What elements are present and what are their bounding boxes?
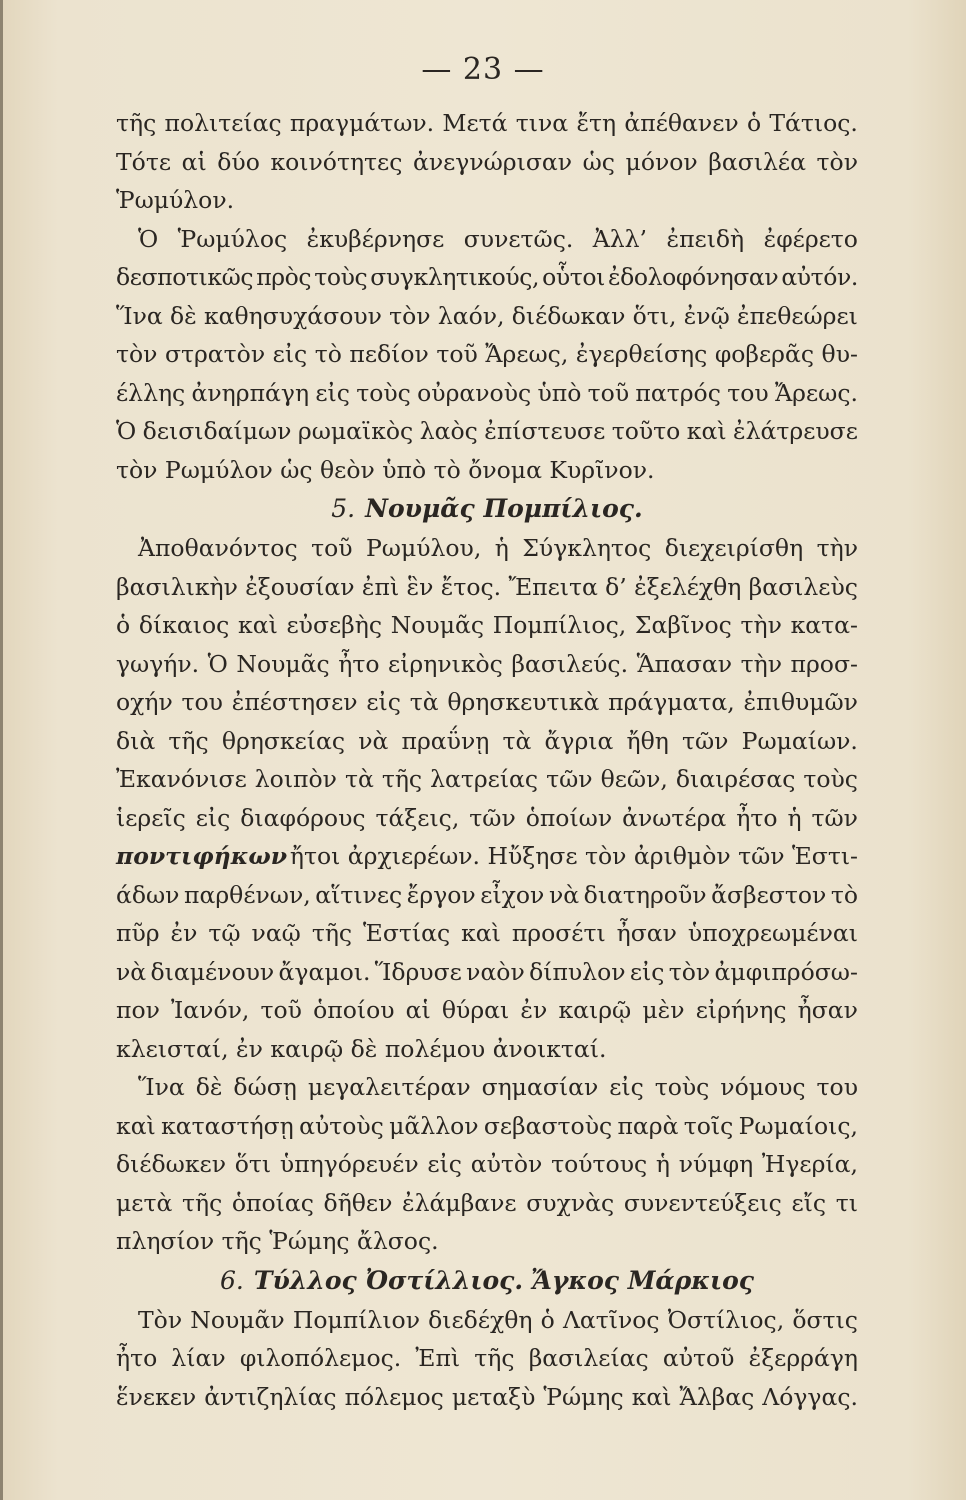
word: ἐλάμβανε [402, 1188, 517, 1217]
word: Ἐπὶ [415, 1344, 461, 1372]
word: ἔργον [406, 880, 476, 909]
word: μόνον [625, 147, 698, 176]
word: λατρείας [430, 765, 539, 793]
word: ὑπὸ [537, 378, 582, 407]
word: σεβαστοὺς [483, 1111, 613, 1140]
word: προσέτι [511, 919, 606, 947]
word: αἱ [405, 996, 431, 1024]
text-line [116, 1378, 858, 1417]
word: θυ- [821, 340, 858, 368]
word: εἰς [315, 378, 350, 407]
word: λοιπὸν [254, 765, 337, 793]
word: ἦσαν [797, 996, 858, 1024]
word: πράγματα, [608, 688, 735, 716]
word: Ρωμύλου, [365, 534, 482, 562]
word: ἓν [406, 572, 434, 601]
word: ἀνωτέρα [622, 803, 727, 832]
word: Λόγγας. [762, 1382, 858, 1411]
word: τῶν [546, 765, 593, 793]
word: άδων [116, 880, 180, 909]
text-line [116, 258, 858, 297]
word: διὰ [116, 726, 156, 755]
word: καθησυχάσουν [203, 301, 382, 330]
word: Πομπίλιος, [492, 611, 627, 639]
text-line [116, 412, 858, 451]
word: μετὰ [116, 1188, 173, 1217]
word: καὶ [631, 1382, 672, 1411]
word: συνεντεύξεις [623, 1188, 782, 1217]
word: διαμένουν [150, 957, 275, 986]
word: τῆς [168, 726, 209, 755]
word: βασιλικὴν [116, 572, 238, 601]
word: φιλοπόλεμος. [239, 1344, 402, 1372]
word: αὐτοὺς [299, 1111, 384, 1140]
word: τοῦ [436, 340, 478, 368]
word: ἐξουσίαν [245, 572, 355, 601]
word: ὁ [116, 611, 131, 639]
word: τι [835, 1188, 858, 1217]
word: πραγμάτων. [289, 109, 435, 137]
word: Ἀποθανόντος [138, 534, 298, 562]
word: τὴν [740, 649, 782, 678]
word: ἀπέθανεν [624, 109, 739, 137]
word: λαόν, [437, 301, 505, 330]
text-line [116, 1184, 858, 1223]
word: ἐν [520, 996, 548, 1024]
word: τὸ [830, 880, 858, 909]
text-line-rest: ἤτοι ἀρχιερέων. Ηὔξησε τὸν ἀριθμὸν τῶν Ἑστι- [289, 842, 858, 870]
text-line [116, 220, 858, 259]
word: Τότε [116, 147, 171, 176]
word: πόλεμος [344, 1382, 444, 1411]
word: νὰ [548, 880, 580, 909]
word: οὗτοι [542, 263, 605, 291]
text-line [116, 568, 858, 607]
word: δ’ [605, 572, 627, 601]
text-line [116, 1068, 858, 1107]
word: φοβερᾶς [714, 340, 815, 368]
word: ἀνηρπάγη [191, 378, 310, 407]
emphasized-term: ποντιφήκων [116, 842, 288, 870]
word: δῆθεν [323, 1188, 393, 1217]
word: προσ- [790, 649, 858, 678]
section-title: Νουμᾶς Πομπίλιος. [365, 494, 643, 523]
word: Νουμᾶς [390, 611, 485, 639]
word: τῶν [682, 726, 729, 755]
section-title-second: Ἄγκος Μάρκιος [531, 1265, 754, 1295]
word: τῆς [474, 1344, 515, 1372]
word: νὰ [358, 726, 389, 755]
word: ἐπὶ [361, 572, 400, 601]
word: Ἵδρυσε [374, 957, 462, 986]
word: καὶ [461, 919, 501, 947]
word: τὴν [816, 534, 858, 562]
word: ὑπηγόρευέν [279, 1150, 419, 1178]
text-line [116, 374, 858, 413]
word: τοὺς [356, 378, 411, 407]
word: κοινότητες [270, 147, 403, 176]
word: δὲ [169, 301, 197, 330]
word: παρὰ [617, 1111, 679, 1140]
word: δύο [217, 147, 260, 176]
word: ἐνῷ [683, 301, 730, 330]
word: Ρωμαίων. [741, 726, 858, 755]
word: ἐπιθυμῶν [743, 688, 858, 716]
word: τάξεις, [375, 803, 460, 832]
word: πραΰνῃ [401, 726, 490, 755]
word: εἰρηνικὸς [388, 649, 503, 678]
text-line [116, 645, 858, 684]
word: ἦτο [338, 649, 380, 678]
word: ὅστις [792, 1305, 858, 1334]
word: δεσποτικῶς [116, 263, 254, 291]
word: ἐν [170, 919, 198, 947]
word: δώσῃ [233, 1073, 297, 1101]
text-line [116, 143, 858, 182]
word: Ἐκανόνισε [116, 765, 247, 793]
word: Ἄρεως, [485, 340, 569, 368]
word: μεταξὺ [451, 1382, 536, 1411]
word: τοῦ [587, 378, 630, 407]
word: λαὸς [419, 417, 478, 445]
word: τῶν [469, 803, 516, 832]
word: μᾶλλον [389, 1111, 479, 1140]
word: ναὸν [466, 957, 525, 986]
word: μεγαλειτέραν [307, 1073, 471, 1101]
word: Ἑστίας [363, 919, 451, 947]
word: εἰρήνης [695, 996, 787, 1024]
word: Πομπίλιον [292, 1305, 420, 1334]
word: μὲν [642, 996, 685, 1024]
word: ὅτι, [632, 301, 677, 330]
word: Νουμᾶν [190, 1305, 285, 1334]
word: καὶ [116, 1111, 156, 1140]
word: ἐπεθεώρει [736, 301, 858, 330]
word: ἐφέρετο [763, 224, 858, 253]
word: πῦρ [116, 919, 160, 947]
text-line [116, 335, 858, 374]
word: τοῦ [311, 534, 353, 562]
word: διεδέχθη [428, 1305, 533, 1334]
word: Ἰανόν, [171, 996, 250, 1024]
word: του [816, 1073, 858, 1101]
word: πρὸς [256, 263, 312, 291]
word: Λατῖνος [562, 1305, 660, 1334]
word: θύραι [441, 996, 510, 1024]
word: εἰς [272, 340, 308, 368]
word: τῆς [116, 109, 157, 137]
word: τοῖς [683, 1111, 734, 1140]
word: πατρός [635, 378, 721, 407]
word: εἰς [629, 957, 665, 986]
word: ἀντιζηλίας [204, 1382, 337, 1411]
word: τοὺς [803, 765, 858, 793]
word: έλλης [116, 378, 186, 407]
word: σημασίαν [481, 1073, 599, 1101]
word: ἱερεῖς [116, 803, 186, 832]
word: νὰ [116, 957, 147, 986]
word: ὁποίου [313, 996, 395, 1024]
word: διαιρέσας [675, 765, 796, 793]
text-line [116, 953, 858, 992]
word: διατηροῦν [583, 880, 707, 909]
word: εἶχον [480, 880, 545, 909]
word: γωγήν. [116, 649, 200, 678]
word: ἐγερθείσης [575, 340, 708, 368]
section-heading-5 [116, 489, 858, 529]
word: Ἄρεως. [774, 378, 858, 407]
word: αὐτοῦ [662, 1344, 735, 1372]
word: τὴν [740, 611, 782, 639]
word: δεισιδαίμων [142, 417, 292, 445]
word: οχήν [116, 688, 173, 716]
text-line [116, 837, 858, 876]
word: οὐρανοὺς [417, 378, 532, 407]
word: παρθένων, [184, 880, 311, 909]
word: τοὺς [654, 1073, 710, 1101]
word: τὸν [668, 957, 711, 986]
word: βασιλείας [528, 1344, 649, 1372]
word: ἡ [655, 1150, 670, 1178]
word: εἰς [195, 803, 231, 832]
text-line: πλησίον τῆς Ῥώμης ἄλσος. [116, 1227, 439, 1255]
word: ἕνεκεν [116, 1382, 197, 1411]
word: καιρῷ [558, 996, 632, 1024]
word: τῷ [208, 919, 241, 947]
word: εἰς [366, 688, 401, 716]
word: ἄσβεστον [711, 880, 827, 909]
word: ἐξελέχθη [634, 572, 742, 601]
word: ἤθη [626, 726, 669, 755]
word: τῶν [811, 803, 858, 832]
word: τὰ [502, 726, 532, 755]
word: τὸν [816, 147, 858, 176]
word: τὸν [389, 301, 431, 330]
word: ἐξερράγη [748, 1344, 858, 1372]
word: Ὁ [138, 224, 159, 253]
word: του [181, 688, 223, 716]
word: του [727, 378, 769, 407]
word: δὲ [195, 1073, 223, 1101]
word: πεδίον [349, 340, 429, 368]
word: καταστήσῃ [161, 1111, 294, 1140]
word: ἦσαν [616, 919, 677, 947]
text-line [116, 799, 858, 838]
word: Ὀστίλιος, [667, 1305, 785, 1334]
text-line [116, 1107, 858, 1146]
word: βασιλεὺς [748, 572, 858, 601]
text-line [116, 297, 858, 336]
word: νόμους [720, 1073, 806, 1101]
word: Ἵνα [116, 301, 163, 330]
page-number: — 23 — [421, 52, 545, 87]
word: Ἵνα [138, 1073, 185, 1101]
word: Ἀλλ’ [592, 224, 648, 253]
word: αἱ [181, 147, 207, 176]
word: πον [116, 996, 160, 1024]
word: ὁποίων [525, 803, 613, 832]
word: συνετῶς. [463, 224, 574, 253]
page-text [116, 104, 858, 1416]
word: ὅτι [234, 1150, 272, 1178]
word: ἀνεγνώρισαν [412, 147, 573, 176]
word: νύμφη [678, 1150, 754, 1178]
text-line [116, 1301, 858, 1340]
word: αὐτόν. [781, 263, 858, 291]
word: Σύγκλητος [522, 534, 652, 562]
word: ἦτο [736, 803, 778, 832]
section-title: Τύλλος Ὀστίλλιος. [253, 1265, 524, 1295]
word: ἄγρια [544, 726, 614, 755]
word: τῆς [181, 1188, 223, 1217]
word: ὁ [540, 1305, 555, 1334]
word: ἐπέστησεν [231, 688, 358, 716]
word: Ὁ [116, 417, 137, 445]
text-line [116, 606, 858, 645]
word: κατα- [790, 611, 858, 639]
word: αὐτὸν [470, 1150, 543, 1178]
word: τούτους [551, 1150, 648, 1178]
word: δίπυλον [529, 957, 626, 986]
word: καὶ [238, 611, 278, 639]
word: ἡ [494, 534, 509, 562]
word: ἐπειδὴ [666, 224, 745, 253]
word: ἐλάτρευσε [733, 417, 858, 445]
word: Ἄλβας [679, 1382, 755, 1411]
word: Σαβῖνος [634, 611, 732, 639]
word: τὰ [409, 688, 439, 716]
word: τῆς [311, 919, 353, 947]
word: θεῶν, [600, 765, 668, 793]
word: Ἠγερία, [761, 1150, 858, 1178]
word: δίκαιος [138, 611, 230, 639]
text-line [116, 760, 858, 799]
text-line [116, 722, 858, 761]
word: καὶ [686, 417, 727, 445]
word: αἵτινες [315, 880, 403, 909]
word: ἐπίστευσε [484, 417, 606, 445]
word: Ῥώμης [543, 1382, 624, 1411]
word: ἐδολοφόνησαν [607, 263, 779, 291]
word: θρησκείας [221, 726, 346, 755]
word: ἔτος. [440, 572, 502, 601]
word: διεχειρίσθη [664, 534, 804, 562]
word: ὡς [582, 147, 615, 176]
section-number: 5. [331, 494, 356, 523]
word: ναῷ [251, 919, 301, 947]
word: Ῥωμύλος [177, 224, 288, 253]
text-line [116, 914, 858, 953]
word: εἰς [427, 1150, 462, 1178]
word: στρατὸν [164, 340, 266, 368]
section-heading-6 [116, 1261, 858, 1301]
word: ὁποίας [231, 1188, 314, 1217]
word: ἦτο [116, 1344, 158, 1372]
word: διέδωκαν [511, 301, 626, 330]
word: διέδωκεν [116, 1150, 226, 1178]
word: συγκλητικούς, [370, 263, 540, 291]
word: Τὸν [138, 1305, 183, 1334]
word: Νουμᾶς [236, 649, 330, 678]
word: Μετά [442, 109, 508, 137]
word: τὸ [314, 340, 342, 368]
word: εἰς [609, 1073, 644, 1101]
word: Ὁ [207, 649, 228, 678]
word: τοῦτο [611, 417, 681, 445]
word: τῆς [381, 765, 423, 793]
text-line [116, 1145, 858, 1184]
word: τὸν [116, 340, 158, 368]
word: Τάτιος. [769, 109, 858, 137]
text-line [116, 1339, 858, 1378]
word: ὁ [746, 109, 762, 137]
text-line [116, 991, 858, 1030]
text-line [116, 104, 858, 143]
word: ρωμαϊκὸς [297, 417, 414, 445]
word: πολιτείας [164, 109, 282, 137]
word: τοῦ [260, 996, 302, 1024]
text-line [116, 529, 858, 568]
word: ὑποχρεωμέναι [687, 919, 858, 947]
word: εὐσεβὴς [286, 611, 383, 639]
word: ἐκυβέρνησε [306, 224, 445, 253]
word: Ἅπασαν [636, 649, 733, 678]
text-line: τὸν Ρωμύλον ὡς θεὸν ὑπὸ τὸ ὄνομα Κυρῖνον. [116, 455, 655, 484]
word: ἔτη [576, 109, 617, 137]
text-line: Ῥωμύλον. [116, 186, 235, 214]
word: ἄγαμοι. [278, 957, 371, 986]
word: βασιλέα [708, 147, 806, 176]
word: τινα [515, 109, 569, 137]
word: λίαν [171, 1344, 226, 1372]
section-number: 6. [220, 1265, 244, 1295]
word: τὰ [344, 765, 374, 793]
word: εἴς [791, 1188, 827, 1217]
word: ἡ [787, 803, 802, 832]
word: συχνὰς [526, 1188, 615, 1217]
text-line [116, 683, 858, 722]
text-line: κλεισταί, ἐν καιρῷ δὲ πολέμου ἀνοικταί. [116, 1034, 607, 1063]
text-line [116, 876, 858, 915]
word: τοὺς [314, 263, 368, 291]
page-left-edge [0, 0, 3, 1500]
word: Ρωμαίοις, [738, 1111, 858, 1140]
word: Ἔπειτα [508, 572, 598, 601]
word: ἀμφιπρόσω- [714, 957, 858, 986]
word: θρησκευτικὰ [447, 688, 600, 716]
word: βασιλεύς. [511, 649, 629, 678]
word: διαφόρους [240, 803, 366, 832]
